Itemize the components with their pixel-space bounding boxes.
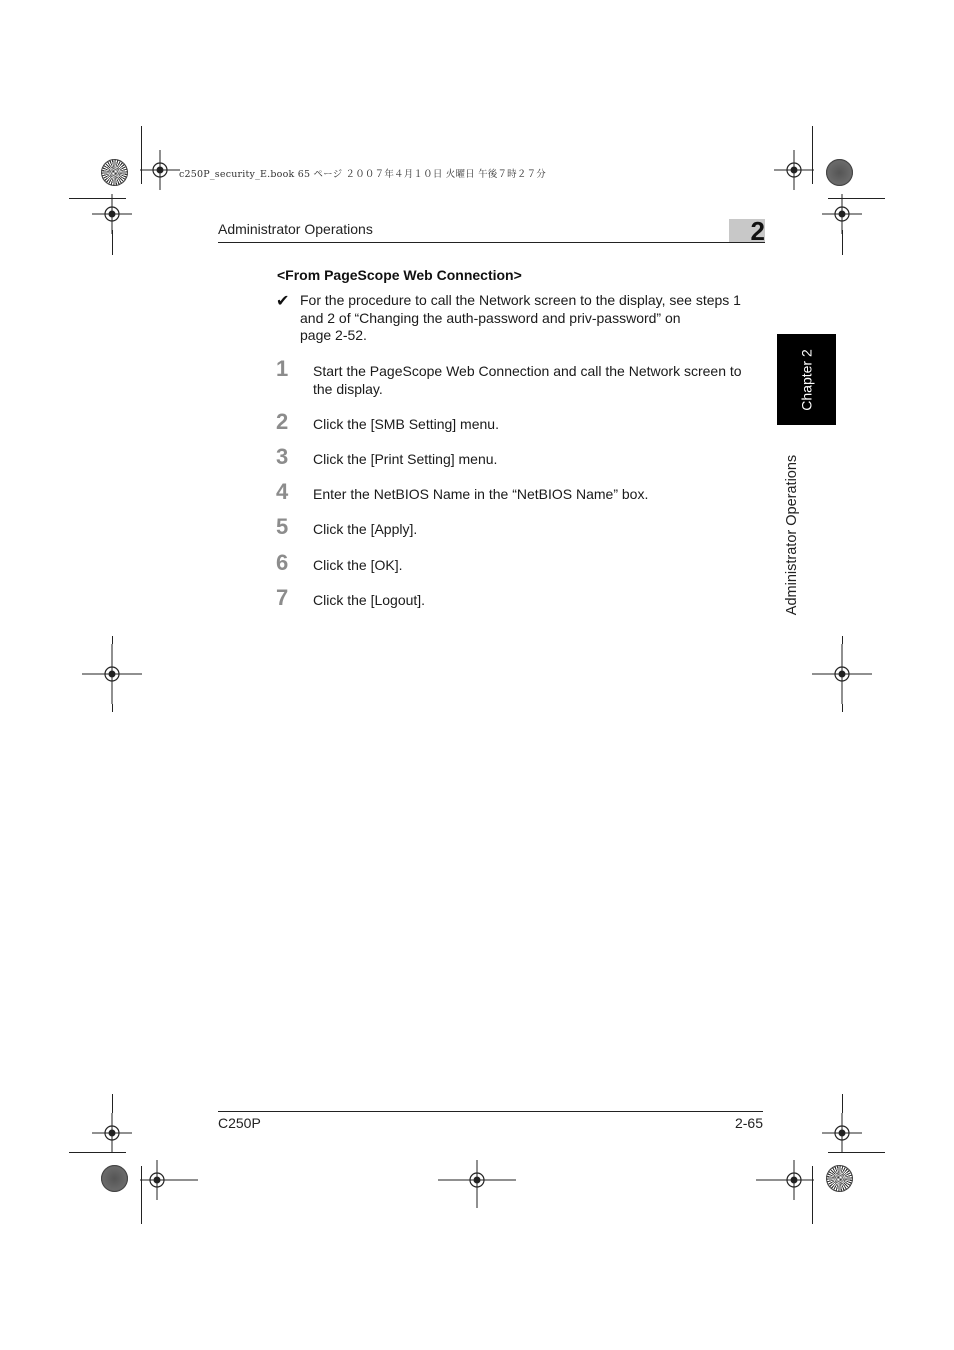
step-text <box>313 363 763 398</box>
color-wheel-mark-icon <box>101 159 128 186</box>
step-line: Enter the NetBIOS Name in the “NetBIOS Name” box. <box>313 486 649 502</box>
step-number: 5 <box>276 514 289 539</box>
step-line: Click the [Logout]. <box>313 592 426 608</box>
section-title: <From PageScope Web Connection> <box>277 267 522 283</box>
chapter-tab-text: Chapter 2 <box>798 348 815 411</box>
crop-mark <box>842 636 843 644</box>
crop-mark <box>842 704 843 712</box>
section-side-text: Administrator Operations <box>784 454 801 616</box>
chapter-side-tab-label <box>777 334 836 425</box>
step-line: Start the PageScope Web Connection and call the Network screen to <box>313 363 742 379</box>
color-wheel-mark-icon <box>826 159 853 186</box>
step-number: 6 <box>276 550 289 575</box>
crop-mark <box>828 1152 885 1153</box>
step-text <box>313 416 763 434</box>
crop-mark <box>112 704 113 712</box>
chapter-number: 2 <box>750 216 765 246</box>
step-line: Click the [OK]. <box>313 557 403 573</box>
crop-mark <box>112 1094 113 1113</box>
step-text <box>313 451 763 469</box>
step-number: 2 <box>276 409 289 434</box>
registration-mark-icon <box>756 1160 814 1200</box>
step-line: Click the [SMB Setting] menu. <box>313 416 499 432</box>
registration-mark-icon <box>438 1160 516 1208</box>
step-number: 1 <box>276 356 289 381</box>
registration-mark-icon <box>812 644 872 704</box>
registration-mark-icon <box>140 150 180 190</box>
step-text <box>313 521 763 539</box>
registration-mark-icon <box>92 1113 132 1153</box>
registration-mark-icon <box>822 1113 862 1153</box>
step-number: 4 <box>276 479 289 504</box>
step-number: 7 <box>276 585 289 610</box>
registration-mark-icon <box>774 150 814 190</box>
print-slug-line: c250P_security_E.book 65 ページ ２００７年４月１０日 火曜日 午後７時２７分 <box>179 169 546 180</box>
note-line: For the procedure to call the Network screen to the display, see steps 1 <box>300 292 741 308</box>
header-rule <box>218 242 765 243</box>
color-wheel-mark-icon <box>101 1165 128 1192</box>
note-line: page 2-52. <box>300 327 367 343</box>
step-number: 3 <box>276 444 289 469</box>
crop-mark <box>842 1094 843 1113</box>
registration-mark-icon <box>822 194 862 234</box>
crop-mark <box>112 230 113 255</box>
step-line: the display. <box>313 380 383 397</box>
step-line: Click the [Print Setting] menu. <box>313 451 498 467</box>
step-line: Click the [Apply]. <box>313 521 418 537</box>
crop-mark <box>69 1152 126 1153</box>
crop-mark <box>842 230 843 255</box>
step-text <box>313 557 763 575</box>
color-wheel-mark-icon <box>826 1165 853 1192</box>
crop-mark <box>112 636 113 644</box>
step-text <box>313 592 763 610</box>
footer-model: C250P <box>218 1115 261 1131</box>
footer-rule <box>218 1111 763 1112</box>
registration-mark-icon <box>92 194 132 234</box>
registration-mark-icon <box>140 1160 198 1200</box>
footer-page-number: 2-65 <box>734 1115 763 1131</box>
procedure-note <box>300 292 766 345</box>
section-side-label <box>760 445 825 625</box>
note-line: and 2 of “Changing the auth-password and priv-password” on <box>300 309 681 326</box>
registration-mark-icon <box>82 644 142 704</box>
step-text <box>313 486 763 504</box>
check-mark-icon: ✔ <box>276 293 290 310</box>
running-header-title: Administrator Operations <box>218 221 373 237</box>
